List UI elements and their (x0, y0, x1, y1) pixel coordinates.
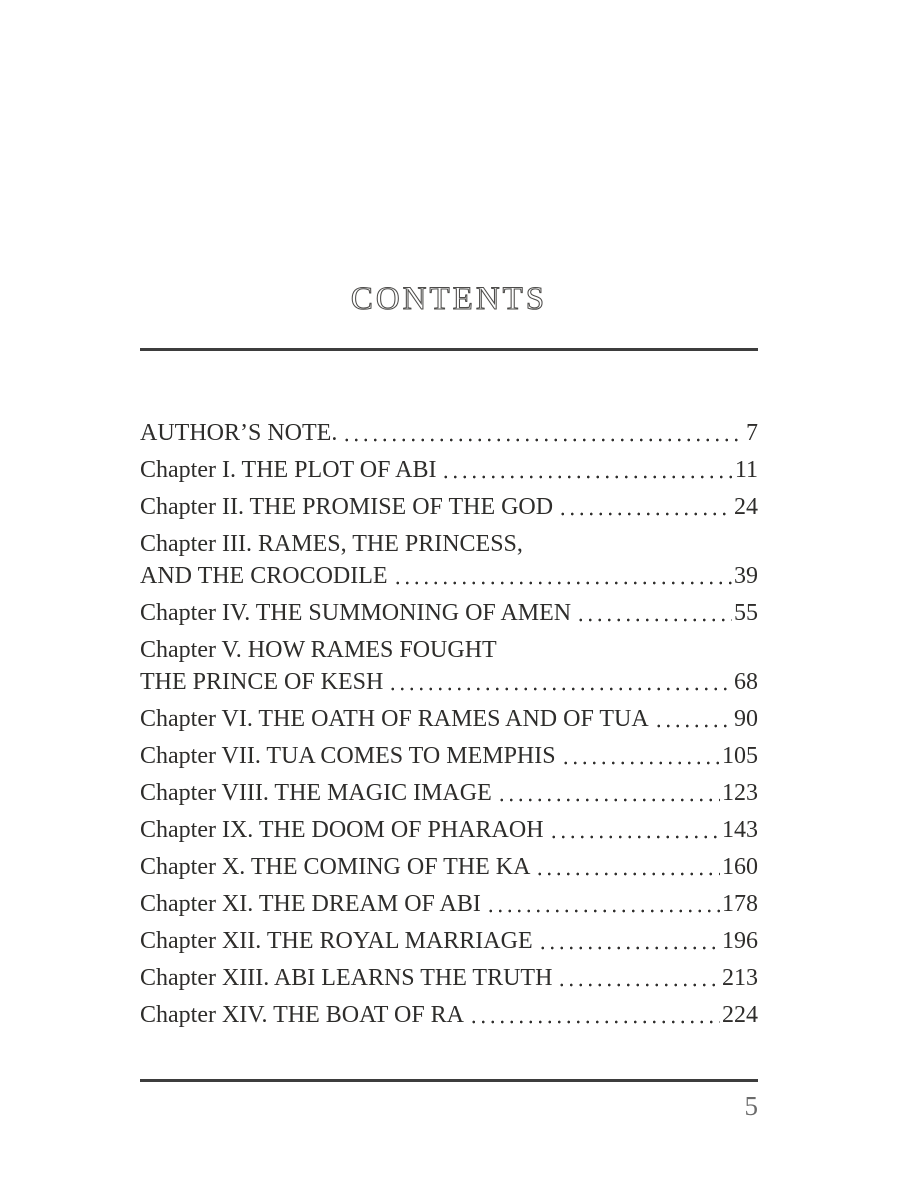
toc-entry-page: 24 (734, 494, 758, 520)
toc-entry-label: Chapter III. RAMES, THE PRINCESS, (140, 531, 523, 557)
toc-entry[interactable] (140, 597, 758, 629)
page-number: 5 (744, 1091, 758, 1121)
toc-entry-label-continued: THE PRINCE OF KESH (140, 669, 384, 695)
toc-entry-page: 55 (734, 600, 758, 626)
toc-entry-page: 11 (734, 457, 758, 483)
toc-entry-label-continued: AND THE CROCODILE (140, 563, 388, 589)
toc-entry-label: Chapter V. HOW RAMES FOUGHT (140, 637, 497, 663)
dot-leader (557, 962, 720, 994)
toc-entry[interactable] (140, 491, 758, 523)
toc-entry[interactable] (140, 454, 758, 486)
toc-entry-page: 143 (722, 817, 758, 843)
toc-entry-label: Chapter XI. THE DREAM OF ABI (140, 891, 481, 917)
dot-leader (393, 560, 732, 592)
dot-leader (388, 666, 732, 698)
dot-leader (549, 814, 720, 846)
page-content (140, 0, 758, 1123)
toc-entry[interactable] (140, 417, 758, 449)
toc-entry-label: Chapter II. THE PROMISE OF THE GOD (140, 494, 554, 520)
toc-entry-label: Chapter X. THE COMING OF THE KA (140, 854, 531, 880)
toc-entry[interactable] (140, 814, 758, 846)
toc-entry[interactable] (140, 777, 758, 809)
bottom-rule (140, 1079, 758, 1082)
page-title: CONTENTS (350, 281, 548, 317)
toc-entry[interactable] (140, 634, 758, 698)
dot-leader (497, 777, 720, 809)
toc-entry[interactable] (140, 925, 758, 957)
toc-entry-page: 213 (722, 965, 758, 991)
toc-entry-page: 160 (722, 854, 758, 880)
toc-entry-page: 105 (722, 743, 758, 769)
dot-leader (576, 597, 732, 629)
dot-leader (535, 851, 720, 883)
toc-entry-label: Chapter VII. TUA COMES TO MEMPHIS (140, 743, 556, 769)
toc-entry-page: 7 (746, 420, 758, 446)
toc-entry[interactable] (140, 888, 758, 920)
toc-entry[interactable] (140, 851, 758, 883)
dot-leader (538, 925, 720, 957)
toc-entry-label: Chapter VI. THE OATH OF RAMES AND OF TUA (140, 706, 649, 732)
dot-leader (654, 703, 732, 735)
dot-leader (342, 417, 744, 449)
toc-entry-page: 224 (722, 1002, 758, 1028)
toc-entry-label: Chapter IX. THE DOOM OF PHARAOH (140, 817, 544, 843)
toc-entry[interactable] (140, 962, 758, 994)
dot-leader (469, 999, 720, 1031)
toc-entry-page: 68 (734, 669, 758, 695)
toc-entry-label: Chapter VIII. THE MAGIC IMAGE (140, 780, 492, 806)
toc-entry-label: AUTHOR’S NOTE. (140, 420, 338, 446)
toc-entry[interactable] (140, 999, 758, 1031)
toc-entry-page: 123 (722, 780, 758, 806)
toc-entry-page: 178 (722, 891, 758, 917)
toc-entry-label: Chapter XII. THE ROYAL MARRIAGE (140, 928, 533, 954)
toc-entry-label: Chapter XIV. THE BOAT OF RA (140, 1002, 465, 1028)
dot-leader (558, 491, 732, 523)
toc-entry-page: 90 (734, 706, 758, 732)
dot-leader (486, 888, 720, 920)
dot-leader (441, 454, 732, 486)
toc-entry-label: Chapter I. THE PLOT OF ABI (140, 457, 437, 483)
dot-leader (561, 740, 720, 772)
toc-entry[interactable] (140, 528, 758, 592)
toc-entry-label: Chapter IV. THE SUMMONING OF AMEN (140, 600, 572, 626)
toc-entry[interactable] (140, 703, 758, 735)
top-rule (140, 348, 758, 351)
toc-entry-label: Chapter XIII. ABI LEARNS THE TRUTH (140, 965, 553, 991)
toc-list (140, 417, 758, 1031)
toc-entry-page: 39 (734, 563, 758, 589)
toc-entry-page: 196 (722, 928, 758, 954)
toc-entry[interactable] (140, 740, 758, 772)
